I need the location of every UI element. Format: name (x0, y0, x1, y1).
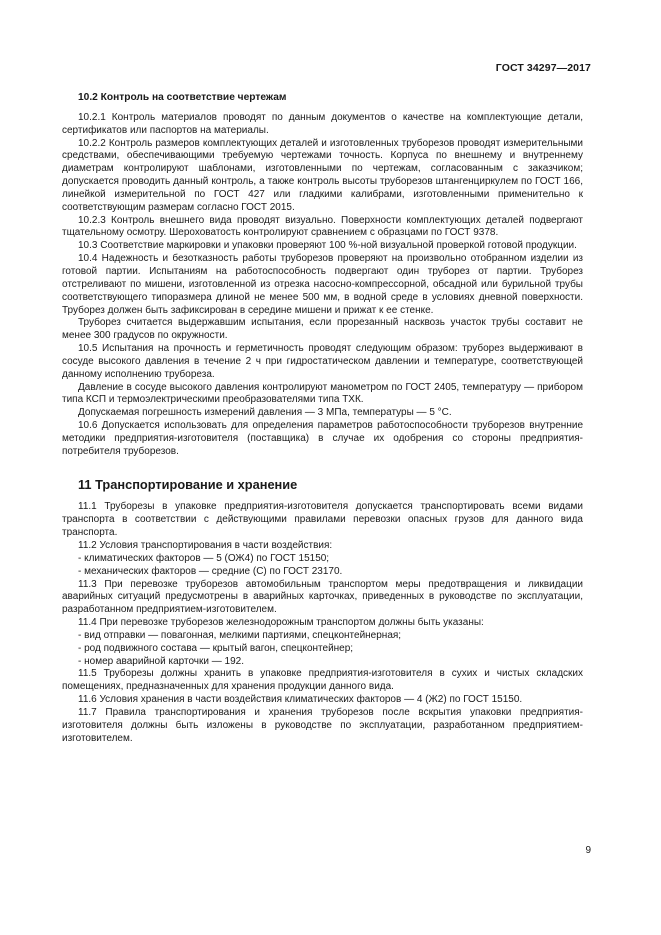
paragraph-11-1: 11.1 Труборезы в упаковке предприятия-изготовителя допускается транспортировать всеми видами транспорта в соответствии с действующими правилами перевозки опасных грузов для данного вида транспорта. (62, 501, 583, 539)
paragraph-10-4-criteria: Труборез считается выдержавшим испытания, если прорезанный насквозь участок трубы составит не менее 300 градусов по окружности. (62, 317, 583, 342)
paragraph-10-6: 10.6 Допускается использовать для определения параметров работоспособности труборезов внутренние методики предприятия-изготовителя (поставщика) в случае их одобрения со стороны предприятия-потребителя труборезов. (62, 420, 583, 457)
list-item-climatic: - климатических факторов — 5 (ОЖ4) по ГОСТ 15150; (78, 552, 330, 564)
list-item-shipment-type: - вид отправки — повагонная, мелкими партиями, спецконтейнерная; (78, 629, 402, 641)
paragraph-11-4: 11.4 При перевозке труборезов железнодорожным транспортом должны быть указаны: (78, 617, 484, 629)
section-heading-11: 11 Транспортирование и хранение (78, 476, 298, 492)
paragraph-10-5: 10.5 Испытания на прочность и герметичность проводят следующим образом: труборез выдерживают в сосуде высокого давления в течение 2 ч при гидростатическом давлении и температуре, соответствующей данному исполнению трубореза. (62, 343, 583, 380)
paragraph-10-2-3: 10.2.3 Контроль внешнего вида проводят визуально. Поверхности комплектующих деталей подвергают тщательному осмотру. Шероховатость контролируют сравнением с образцами по ГОСТ 9378. (62, 214, 583, 239)
list-item-rolling-stock: - род подвижного состава — крытый вагон, спецконтейнер; (78, 642, 354, 654)
paragraph-10-2-1: 10.2.1 Контроль материалов проводят по данным документов о качестве на комплектующие детали, сертификатов или паспортов на материалы. (62, 111, 583, 136)
paragraph-10-2-2: 10.2.2 Контроль размеров комплектующих деталей и изготовленных труборезов проводят измерительными средствами, обеспечивающими требуемую чертежами точность. Корпуса по внешнему и внутреннему диаметрам контролируют шаблонами, изготовленными по чертежам, согласованным с заказчиком; допускается проводить данный контроль, а также контроль высоты труборезов штангенциркулем по ГОСТ 166, линейкой измерительной по ГОСТ 427 или гладкими калибрами, изготовленными применительно к соответствующим размерам согласно ГОСТ 2015. (62, 137, 583, 213)
paragraph-11-3: 11.3 При перевозке труборезов автомобильным транспортом меры предотвращения и ликвидации аварийных ситуаций предусмотрены в аварийных карточках, приведенных в руководстве по эксплуатации, разработанном предприятием-изготовителем. (62, 578, 583, 616)
paragraph-10-3: 10.3 Соответствие маркировки и упаковки проверяют 100 %-ной визуальной проверкой готовой продукции. (78, 240, 577, 252)
list-item-emergency-card: - номер аварийной карточки — 192. (78, 655, 244, 667)
section-heading-10-2: 10.2 Контроль на соответствие чертежам (78, 92, 287, 103)
paragraph-10-5-tolerance: Допускаемая погрешность измерений давления — 3 МПа, температуры — 5 °С. (78, 407, 452, 419)
paragraph-11-6: 11.6 Условия хранения в части воздействия климатических факторов — 4 (Ж2) по ГОСТ 15150. (78, 694, 523, 706)
paragraph-11-2: 11.2 Условия транспортирования в части воздействия: (78, 540, 333, 551)
page-content (62, 92, 583, 746)
document-code-header: ГОСТ 34297—2017 (495, 62, 591, 74)
list-item-mechanical: - механических факторов — средние (С) по ГОСТ 23170. (78, 565, 343, 577)
paragraph-11-7: 11.7 Правила транспортирования и хранения труборезов после вскрытия упаковки предприятия-изготовителя должны быть изложены в руководстве по эксплуатации, разработанном предприятием-изготовителем. (62, 706, 583, 744)
page-number: 9 (585, 845, 591, 856)
paragraph-11-5: 11.5 Труборезы должны хранить в упаковке предприятия-изготовителя в сухих и чистых складских помещениях, предназначенных для хранения продукции данного вида. (62, 668, 583, 693)
paragraph-10-4: 10.4 Надежность и безотказность работы труборезов проверяют на произвольно отобранном изделии из готовой партии. Испытаниям на работоспособность подвергают один труборез от партии. Труборез отстреливают по мишени, изготовленной из отрезка насосно-компрессорной, обсадной или бурильной трубы соответствующего типоразмера длиной не менее 500 мм, в водной среде в условиях дневной поверхности. Труборез должен быть зафиксирован в середине мишени и прижат к ее стенке. (62, 253, 583, 316)
paragraph-10-5-pressure: Давление в сосуде высокого давления контролируют манометром по ГОСТ 2405, температуру — прибором типа КСП и термоэлектрическими преобразователями типа ТХК. (62, 381, 583, 406)
